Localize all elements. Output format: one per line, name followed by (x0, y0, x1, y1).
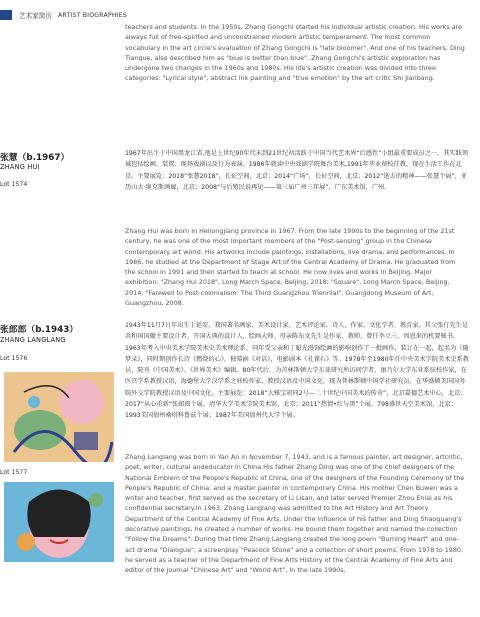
intro-paragraph: teachers and students. In the 1950s, Zhang Gongchi started his individual artistic creation. His works are always full of free-spirited and unconstrained modern artistic temperament. The most common vocabulary in the art circle's evaluation of Zhang Gongchi is "late bloomer". And one of his teachers, Ding Tianque, also described him as "blue is better than blue". Zhang Gongchi's artistic exploration has undergone two changes in the 1960s and 1980s. His life's artistic creation was divided into three categories: "Lyrical style", abstract ink painting and "true emotion" by the art critic Shi Jianbang. (125, 23, 465, 83)
artwork-1576-image (4, 372, 114, 462)
header-title-en: ARTIST BIOGRAPHIES (57, 11, 127, 19)
artwork-1577-image (4, 482, 114, 562)
artwork-thumbnail-lot-1576 (4, 372, 114, 462)
artwork-thumbnail-lot-1577 (4, 482, 114, 562)
artist-name-en: ZHANG HUI (0, 163, 40, 171)
lot-label: Lot 1576 (0, 355, 28, 362)
header-accent-square (0, 10, 12, 20)
artist-bio-cn: 1967年出生于中国黑龙江省,他是上世纪90年代末到21世纪初活跃于中国当代艺术界“后感性”小组最重要成员之一。其实践领域包括绘画、装置、现场戏剧以及行为表演。1986年就读中央戏剧学院舞台美术,1991年毕业留校任教，现在生活工作在北京。主要展览：2018“张慧2018”，长征空间，北京；2014“广场”，长征空间，北京；2012“逝去的精神——张慧个展”，亚历山大·奥克斯画廊，北京；2008“与后殖民说再见——第三届广州三年展”，广东美术馆，广州。 (125, 150, 469, 191)
page-header (0, 10, 127, 20)
artist-name-cn: 张郎郎（b.1943） (0, 325, 79, 335)
artist-name-en: ZHANG LANGLANG (0, 336, 66, 344)
artist-name-cn: 张慧（b.1967） (0, 153, 70, 163)
artist-bio-en: Zhang Langlang was born in Yan An in November 7, 1943, and is a famous painter, art designer, artcritic, poet, writer, cultural andeducator in China.His father Zhang Ding was one of the chief designers of the National Emblem of the People's Republic of China, one of the designers of the Founding Ceremony of the People's Republic of China, and a master painter in contemporary China. His mother Chen Buwen was a writer and teacher, first served as the secretary of Li Lisan, and later served Premier Zhou Enlai as his confidential secretary.In 1963, Zhang Langlang was admitted to the Art History and Art Theory Department of the Central Academy of Fine Arts. Under the influence of his father and Ding Shaoguang's decorative paintings, he created a number of works. He bound them together and named the collection "Follow the Dreams". During that time Zhang Langlang created the long poem "Burning Heart" and one-act drama "Dialogue", a screenplay "Peacock Stone" and a collection of short poems. From 1978 to 1980, he served as a teacher of the Department of Fine Arts History of the Central Academy of Fine Arts and editor of the journal "Chinese Art" and "World Art". In the late 1990s, (125, 453, 465, 575)
header-title-cn: 艺术家简历 (19, 12, 52, 20)
lot-label: Lot 1574 (0, 181, 28, 188)
artist-bio-en: Zhang Hui was born in Heilongjiang province in 1967. From the late 1990s to the beginning of the 21st century, he was one of the most important members of the "Post-sensing" group in the Chinese contemporary art world. His artworks include paintings, installations, live drama, and performances. In 1986, he studied at the Department of Stage Art of the Central Academy of Drama. He graduated from the school in 1991 and then started to teach at school. He now lives and works in Beijing. Major exhibition: "Zhang Hui 2018", Long March Space, Beijing, 2018; "Square", Long March Space, Beijing, 2014; "Farewell to Post-colonialism: The Third Guangzhou Triennial", Guangdong Museum of Art, Guangzhou, 2008. (125, 227, 456, 308)
lot-label: Lot 1577 (0, 469, 28, 476)
artist-bio-cn: 1943年11月7日年出生于延安，我国著名画家、美术设计家、艺术评论家、诗人、作家、文化学者、教育家。其父张仃先生是共和国国徽主要设计者，开国大典的设计人，绘画大师。母亲陈布文先生是作家、教师，曾任李立三、周恩来的机要秘书。1963年考入中央美术学院美术史美术理论系，同年受父亲和丁聪光漫饰绘画的影响创作了一批画作，装订在一起，起名为《随梦录》，同时期创作长诗《燃烧的心》，独幕剧《对话》，电影剧本《孔雀石》等。1978年至1980年任中央美术学院美术史系教员，院刊《中国美术》、《世界美术》编辑。80年代后，为首林斯顿大学东亚研究所访问学者，康乃尔大学东亚系驻校作家，在医宫学系教授汉语，海德堡大学汉学系之驻校作家，教授汉语及中国文化，现为普林斯顿中国学社研究员，在华盛顿美国国务院外交学院教授汉语及中国文化。主要展览：2018“大雅宝胡同2号—二十世纪中国美术的传奇”，北京嘉德艺术中心，北京；2017“从心重新”张郎郎个展，清华大学美术学院美术馆，北京；2011“热情•红与黑”个展，798盛世天空美术馆，北京；1993美国加州桑塔科鲁兹个展；1987年美国加州代大学个展。 (125, 322, 469, 420)
